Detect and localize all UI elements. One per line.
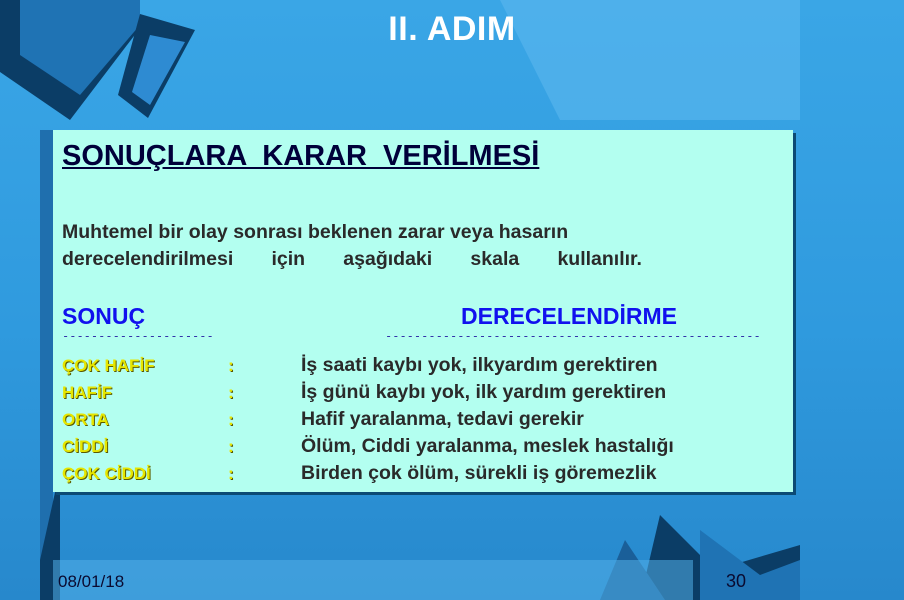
dash-divider-left: --------------------- (62, 329, 214, 343)
intro-line-2 (62, 246, 642, 273)
severity-description: Hafif yaralanma, tedavi gerekir (301, 408, 584, 430)
severity-label: ORTA (62, 410, 109, 429)
panel-heading: SONUÇLARA KARAR VERİLMESİ (62, 140, 540, 172)
column-header-result: SONUÇ (62, 303, 146, 329)
page-number: 30 (726, 571, 747, 591)
intro-text (62, 219, 642, 273)
row-separator: : (228, 383, 234, 402)
footer-date: 08/01/18 (58, 572, 125, 591)
content-panel (53, 130, 793, 492)
severity-description: Ölüm, Ciddi yaralanma, meslek hastalığı (301, 435, 674, 457)
severity-description: İş günü kaybı yok, ilk yardım gerektiren (301, 381, 667, 403)
row-separator: : (228, 437, 234, 456)
row-separator: : (228, 356, 234, 375)
intro-word: derecelendirilmesi (62, 248, 234, 270)
dash-divider-right: ---------------------------------------------------- (385, 329, 761, 343)
intro-word: skala (470, 248, 520, 270)
severity-label: ÇOK CİDDİ (62, 464, 151, 483)
severity-description: Birden çok ölüm, sürekli iş göremezlik (301, 462, 657, 484)
severity-label: HAFİF (62, 383, 113, 402)
severity-description: İş saati kaybı yok, ilkyardım gerektiren (301, 354, 658, 376)
intro-word: aşağıdaki (343, 248, 433, 270)
slide-title: II. ADIM (388, 10, 516, 48)
row-separator: : (228, 410, 234, 429)
column-header-rating: DERECELENDİRME (461, 303, 677, 329)
intro-word: için (271, 248, 306, 270)
severity-label: CİDDİ (62, 437, 109, 456)
intro-word: kullanılır. (557, 248, 642, 270)
severity-label: ÇOK HAFİF (62, 356, 155, 375)
intro-line-1: Muhtemel bir olay sonrası beklenen zarar veya hasarın (62, 221, 569, 243)
row-separator: : (228, 464, 234, 483)
